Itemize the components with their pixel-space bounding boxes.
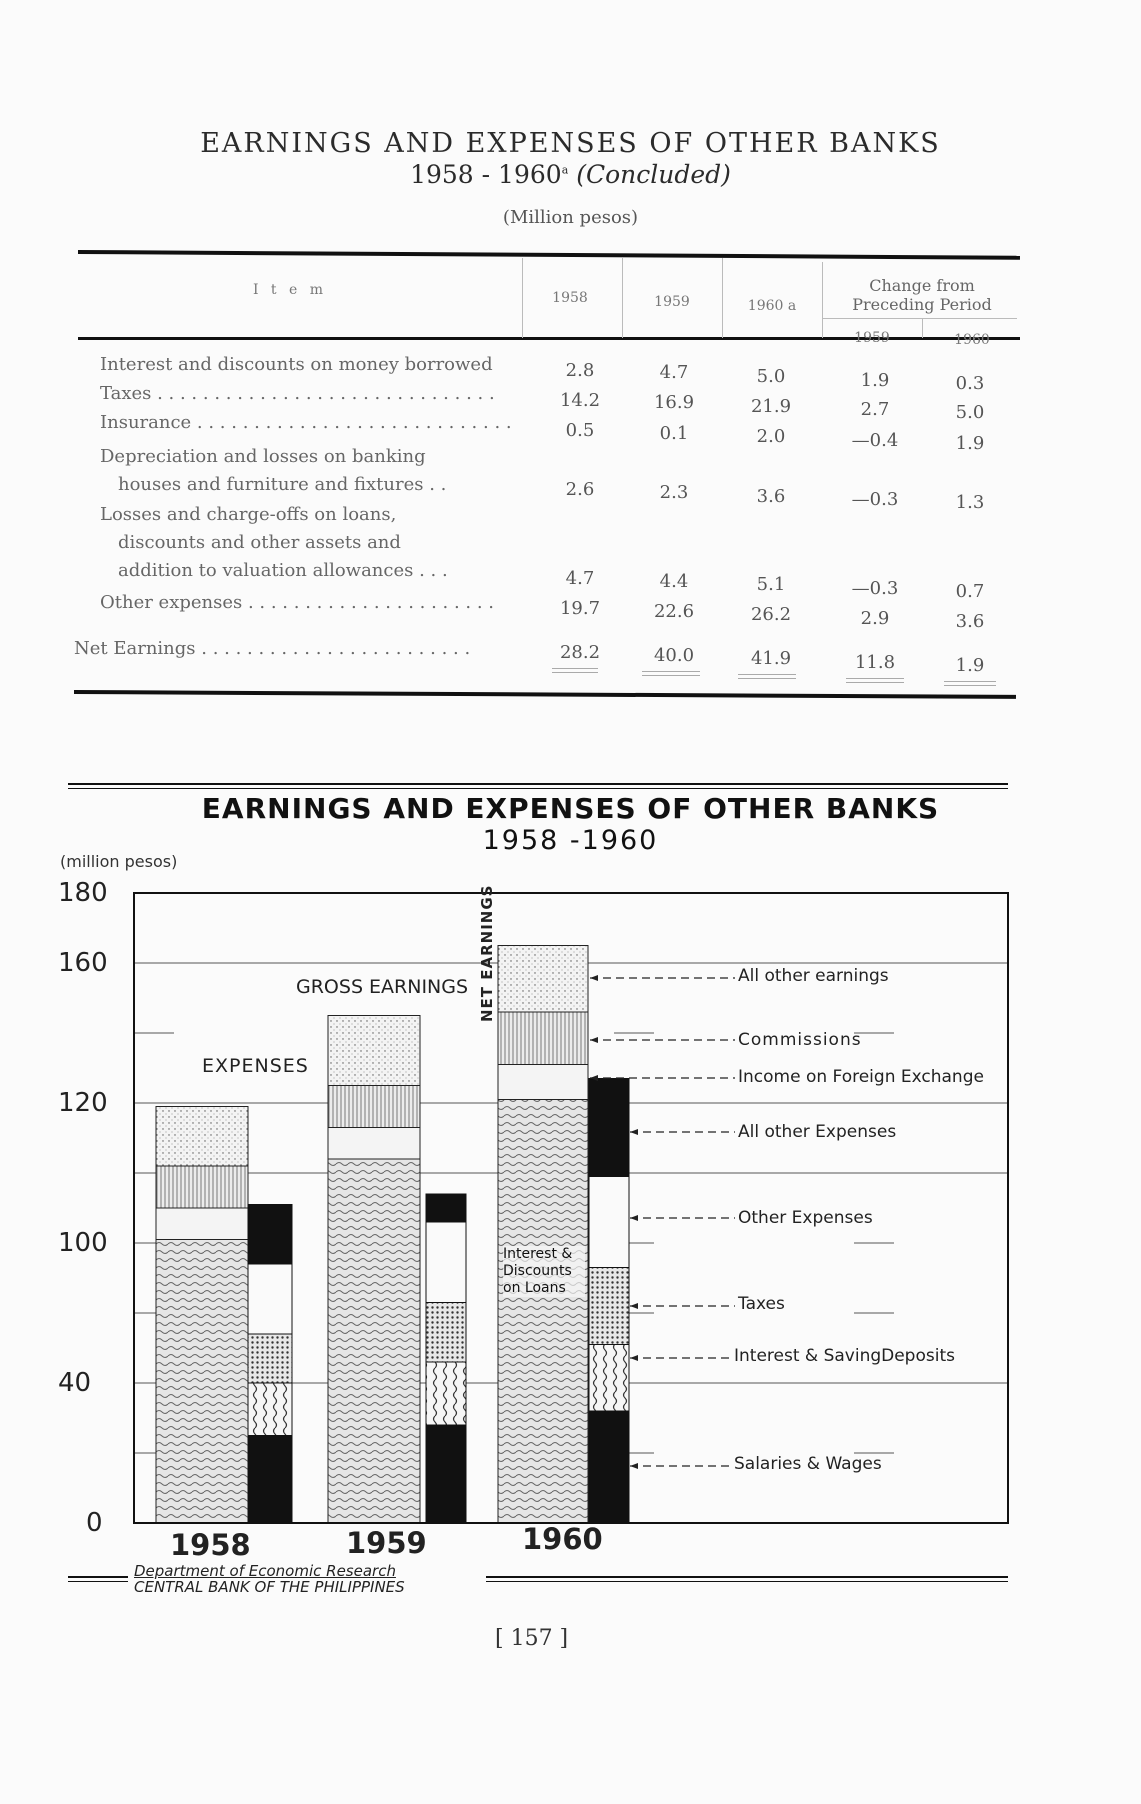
cell: —0.4 [851, 430, 899, 451]
y-tick-label: 160 [58, 948, 108, 978]
x-tick-label: 1958 [170, 1528, 251, 1562]
expenses-bar-segment [426, 1194, 466, 1222]
gross-earnings-bar-segment [328, 1016, 420, 1086]
bar-chart [0, 840, 1141, 1620]
cell: 11.8 [854, 652, 896, 673]
row-label: Taxes . . . . . . . . . . . . . . . . . . . . . . . . . . . . . . [100, 383, 495, 404]
legend-arrowhead [630, 1463, 638, 1469]
legend-arrowhead [590, 1037, 598, 1043]
legend-interest-saving-deposits: Interest & SavingDeposits [734, 1346, 955, 1366]
cell: 22.6 [653, 601, 695, 622]
header-change: Change from Preceding Period [852, 276, 992, 314]
source-rule [486, 1576, 1008, 1578]
expenses-bar-segment [589, 1079, 629, 1177]
double-underline [642, 671, 700, 676]
cell: 26.2 [750, 604, 792, 625]
gross-earnings-bar-segment [328, 1128, 420, 1160]
cell: 16.9 [653, 392, 695, 413]
cell: 2.3 [659, 482, 689, 503]
cell: 19.7 [559, 598, 601, 619]
subtitle-years: 1958 - 1960 [410, 160, 562, 189]
header-divider [722, 258, 723, 338]
expenses-bar-segment [589, 1177, 629, 1268]
row-label: Interest and discounts on money borrowed [100, 354, 493, 375]
cell: 3.6 [756, 486, 786, 507]
subtitle-note: a [561, 163, 569, 177]
y-tick-label: 0 [86, 1508, 103, 1538]
cell: 1.3 [955, 492, 985, 513]
legend-taxes: Taxes [738, 1294, 785, 1314]
table-unit: (Million pesos) [502, 207, 639, 228]
table-bottom-rule [74, 690, 1016, 699]
header-divider [522, 258, 523, 338]
cell: 1.9 [955, 655, 985, 676]
y-tick-label: 40 [58, 1368, 92, 1398]
cell: 0.5 [565, 420, 595, 441]
interest-discounts-label: Interest & Discounts on Loans [503, 1246, 585, 1297]
cell: 4.7 [659, 362, 689, 383]
cell: 5.0 [955, 402, 985, 423]
row-label-line: Depreciation and losses on banking [100, 446, 426, 467]
row-label: Other expenses . . . . . . . . . . . . . . . . . . . . . . [100, 592, 495, 613]
legend-all-other-earnings: All other earnings [738, 966, 889, 986]
source-rule [68, 1581, 128, 1582]
legend-all-other-expenses: All other Expenses [738, 1122, 897, 1142]
double-underline [552, 668, 598, 673]
net-earnings-label: NET EARNINGS [478, 884, 496, 1022]
expenses-bar-segment [589, 1411, 629, 1523]
expenses-bar-segment [248, 1264, 292, 1334]
cell: 5.0 [756, 366, 786, 387]
gross-earnings-bar-segment [156, 1208, 248, 1240]
cell: 2.6 [565, 479, 595, 500]
gross-earnings-bar-segment [156, 1166, 248, 1208]
expenses-bar-segment [248, 1334, 292, 1383]
expenses-bar-segment [426, 1362, 466, 1425]
cell: 41.9 [750, 648, 792, 669]
row-label: Net Earnings . . . . . . . . . . . . . . . . . . . . . . . . [74, 638, 471, 659]
cell: 4.4 [659, 571, 689, 592]
expenses-bar-segment [589, 1268, 629, 1345]
y-tick-label: 120 [58, 1088, 108, 1118]
cell: 5.1 [756, 574, 786, 595]
legend-arrowhead [630, 1129, 638, 1135]
source-line1: Department of Economic Research [134, 1562, 396, 1580]
header-1959: 1959 [654, 294, 690, 310]
expenses-bar-segment [248, 1205, 292, 1265]
gross-earnings-bar-segment [156, 1107, 248, 1167]
cell: 14.2 [559, 390, 601, 411]
double-underline [944, 681, 996, 686]
cell: 1.9 [860, 370, 890, 391]
expenses-bar-segment [426, 1425, 466, 1523]
table-subtitle [0, 160, 1141, 189]
legend-arrowhead [630, 1303, 638, 1309]
y-tick-label: 100 [58, 1228, 108, 1258]
gross-earnings-bar-segment [498, 946, 588, 1013]
expenses-label: EXPENSES [202, 1055, 309, 1077]
header-item: I t e m [252, 282, 328, 298]
cell: —0.3 [851, 578, 899, 599]
cell: 1.9 [955, 433, 985, 454]
table-top-rule [78, 250, 1020, 260]
gross-earnings-bar-segment [498, 1100, 588, 1524]
expenses-bar-segment [426, 1303, 466, 1363]
header-divider [822, 262, 823, 338]
source-line2: CENTRAL BANK OF THE PHILIPPINES [134, 1578, 405, 1596]
row-label-line: discounts and other assets and [118, 532, 401, 553]
page-number: [ 157 ] [495, 1626, 569, 1651]
legend-salaries-wages: Salaries & Wages [734, 1454, 882, 1474]
x-tick-label: 1960 [522, 1522, 603, 1556]
legend-arrowhead [630, 1355, 638, 1361]
cell: 40.0 [653, 645, 695, 666]
gross-earnings-label: GROSS EARNINGS [296, 976, 469, 998]
cell: 2.8 [565, 360, 595, 381]
subtitle-concluded: (Concluded) [576, 160, 731, 189]
header-subrule [822, 318, 1017, 319]
expenses-bar-segment [248, 1436, 292, 1524]
x-tick-label: 1959 [346, 1526, 427, 1560]
row-label: Insurance . . . . . . . . . . . . . . . . . . . . . . . . . . . . [100, 412, 512, 433]
gross-earnings-bar-segment [328, 1086, 420, 1128]
chart-ylabel: (million pesos) [60, 852, 178, 871]
table-title: EARNINGS AND EXPENSES OF OTHER BANKS [200, 128, 941, 159]
expenses-bar-segment [426, 1222, 466, 1303]
chart-subtitle: 1958 -1960 [482, 825, 659, 856]
cell: 0.1 [659, 423, 689, 444]
chart-title: EARNINGS AND EXPENSES OF OTHER BANKS [201, 792, 940, 825]
double-underline [846, 678, 904, 683]
source-rule [486, 1581, 1008, 1582]
chart-top-rule [68, 788, 1008, 789]
expenses-bar-segment [248, 1383, 292, 1436]
header-change-1960: 1960 [954, 332, 990, 348]
cell: 4.7 [565, 568, 595, 589]
cell: 0.3 [955, 373, 985, 394]
legend-income-foreign-exchange: Income on Foreign Exchange [738, 1067, 984, 1087]
cell: 3.6 [955, 611, 985, 632]
gross-earnings-bar-segment [498, 1065, 588, 1100]
gross-earnings-bar-segment [328, 1159, 420, 1523]
legend-arrowhead [590, 975, 598, 981]
cell: 0.7 [955, 581, 985, 602]
gross-earnings-bar-segment [498, 1012, 588, 1065]
header-1960: 1960 a [747, 298, 797, 314]
gross-earnings-bar-segment [156, 1240, 248, 1524]
chart-top-rule [68, 783, 1008, 785]
y-tick-label: 180 [58, 878, 108, 908]
double-underline [738, 674, 796, 679]
row-label-line: addition to valuation allowances . . . [118, 560, 448, 581]
legend-other-expenses: Other Expenses [738, 1208, 873, 1228]
header-change-1959: 1959 [854, 330, 890, 346]
cell: 21.9 [750, 396, 792, 417]
legend-commissions: Commissions [738, 1030, 862, 1050]
legend-arrowhead [630, 1215, 638, 1221]
cell: 28.2 [559, 642, 601, 663]
row-label-line: houses and furniture and fixtures . . [118, 474, 447, 495]
header-1958: 1958 [552, 290, 588, 306]
cell: 2.0 [756, 426, 786, 447]
cell: —0.3 [851, 489, 899, 510]
header-divider [922, 318, 923, 338]
row-label-line: Losses and charge-offs on loans, [100, 504, 397, 525]
source-rule [68, 1576, 128, 1578]
expenses-bar-segment [589, 1345, 629, 1412]
cell: 2.7 [860, 399, 890, 420]
cell: 2.9 [860, 608, 890, 629]
header-divider [622, 258, 623, 338]
